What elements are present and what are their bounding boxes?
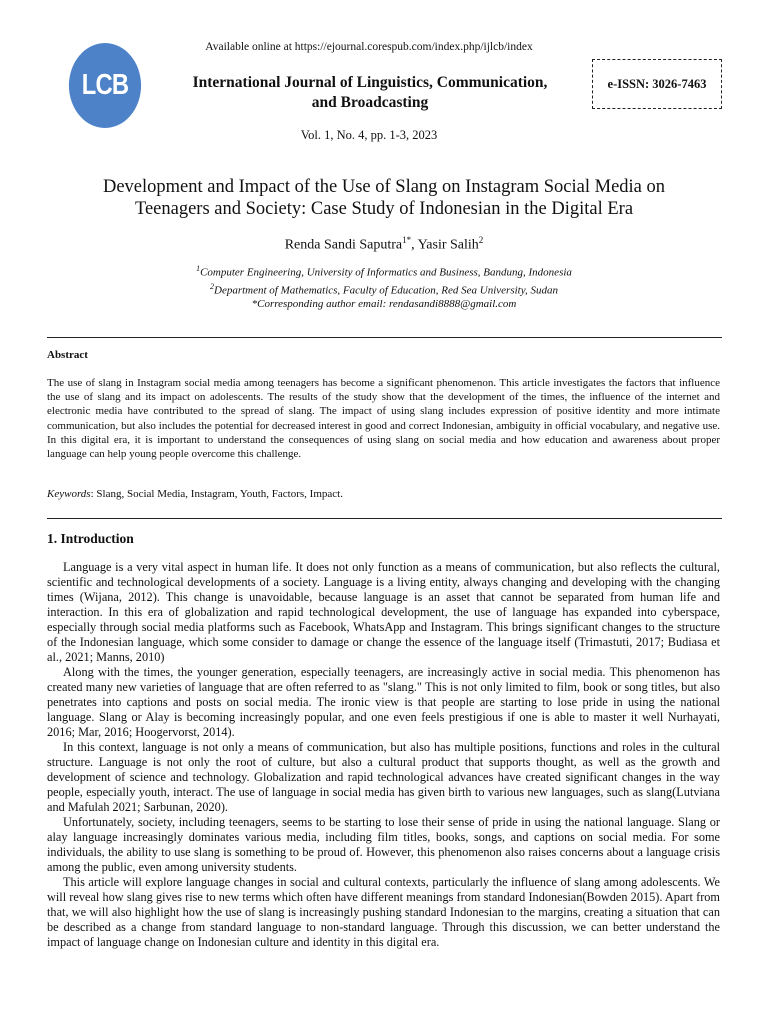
affiliation-1 — [0, 262, 768, 280]
divider — [47, 337, 722, 338]
author-list — [0, 235, 768, 254]
author-separator: , — [411, 237, 418, 253]
journal-title — [160, 73, 580, 113]
keywords — [47, 488, 343, 500]
divider — [47, 518, 722, 519]
paper-title-line2: Teenagers and Society: Case Study of Indonesian in the Digital Era — [134, 199, 634, 219]
author-superscript: 2 — [478, 235, 484, 245]
author-name: Yasir Salih — [417, 237, 479, 253]
keywords-list: : Slang, Social Media, Instagram, Youth, Factors, Impact. — [90, 488, 343, 500]
keywords-label: Keywords — [47, 488, 91, 500]
availability-line: Available online at https://ejournal.corespub.com/index.php/ijlcb/index — [205, 41, 533, 53]
paragraph: This article will explore language changes in social and cultural contexts, particularly the influence of slang among adolescents. We will reveal how slang gives rise to new terms which often have different meanings from standard Indonesian(Bowden 2015). Apart from that, we will also highlight how the use of slang is increasingly pushing standard Indonesian to the margins, creating a situation that can be described as a change from standard language to non-standard language. Through this discussion, we can better understand the impact of language change on Indonesian culture and identity in this digital era. — [47, 875, 720, 949]
affiliations — [0, 262, 768, 297]
volume-info: Vol. 1, No. 4, pp. 1-3, 2023 — [300, 128, 438, 142]
affiliation-text: Department of Mathematics, Faculty of Education, Red Sea University, Sudan — [214, 284, 558, 297]
author-superscript: 1* — [402, 235, 412, 245]
affiliation-2 — [0, 280, 768, 298]
affiliation-superscript: 2 — [210, 281, 214, 291]
issn-box: e-ISSN: 3026-7463 — [592, 59, 722, 109]
paragraph: Language is a very vital aspect in human life. It does not only function as a means of communication, but also reflects the cultural, scientific and technological developments of a society. Language is a living entity, always changing and developing with the changing times (Wijana, 2012). This change is unavoidable, because language is an asset that cannot be separated from human life and interaction. In this era of globalization and rapid technological development, the use of language has expanded into cyberspace, especially through social media platforms such as Facebook, WhatsApp and Instagram. This brings significant changes to the structure of the Indonesian language, which some consider to damage or change the essence of the language itself (Trimastuti, 2017; Budiasa et al., 2021; Manns, 2010) — [47, 560, 720, 664]
abstract-heading: Abstract — [47, 349, 88, 361]
affiliation-text: Computer Engineering, University of Informatics and Business, Bandung, Indonesia — [200, 266, 572, 279]
paper-title — [40, 176, 728, 220]
journal-logo: LCB — [69, 43, 141, 128]
paragraph: Along with the times, the younger generation, especially teenagers, are increasingly active in social media. This phenomenon has created many new varieties of language that are often referred to as "slang." This is not only limited to film, book or song titles, but also penetrates into captions and posts on social media. The ironic view is that people are starting to lose pride in using the national language. Slang or Alay is becoming increasingly popular, and one even feels prestigious if one is able to master it well Nurhayati, 2016; Mar, 2016; Hoogervorst, 2014). — [47, 665, 720, 739]
paragraph: Unfortunately, society, including teenagers, seems to be starting to lose their sense of pride in using the national language. Slang or alay language increasingly dominates various media, including film titles, books, songs, and captions on social media. For some individuals, the ability to use slang is something to be proud of. However, this phenomenon also raises concerns about a language crisis among the public, even among university students. — [47, 815, 720, 874]
journal-title-line2: and Broadcasting — [311, 94, 429, 111]
paper-title-line1: Development and Impact of the Use of Slang on Instagram Social Media on — [102, 177, 666, 197]
affiliation-superscript: 1 — [196, 264, 201, 273]
corresponding-email: *Corresponding author email: rendasandi8888@gmail.com — [251, 298, 517, 310]
section-heading-introduction: 1. Introduction — [47, 531, 134, 546]
paragraph: In this context, language is not only a means of communication, but also has multiple positions, functions and roles in the cultural structure. Language is not only the root of culture, but also a cultural product that supports thought, as well as the growth and development of science and technology. Globalization and rapid technological advances have created significant changes in the way people, especially youth, interact. The use of language in social media has given birth to various new languages, such as slang(Lutviana and Mafulah 2021; Sarbunan, 2020). — [47, 740, 720, 814]
introduction-body — [47, 560, 720, 950]
author-name: Renda Sandi Saputra — [284, 237, 403, 253]
journal-title-line1: International Journal of Linguistics, Communication, — [192, 74, 548, 91]
abstract-text: The use of slang in Instagram social media among teenagers has become a significant phenomenon. This article investigates the factors that influence the use of slang and its impact on adolescents. The results of the study show that the development of the times, the influence of the internet and electronic media have contributed to the spread of slang. The impact of using slang includes expression of positive identity and more intimate communication, but also includes the potential for decreased interest in good and correct Indonesian, ambiguity in official vocabulary, and negative use. In this digital era, it is important to understand the consequences of using slang on social media and how education and awareness about proper language can help young people overcome this challenge. — [47, 377, 720, 461]
